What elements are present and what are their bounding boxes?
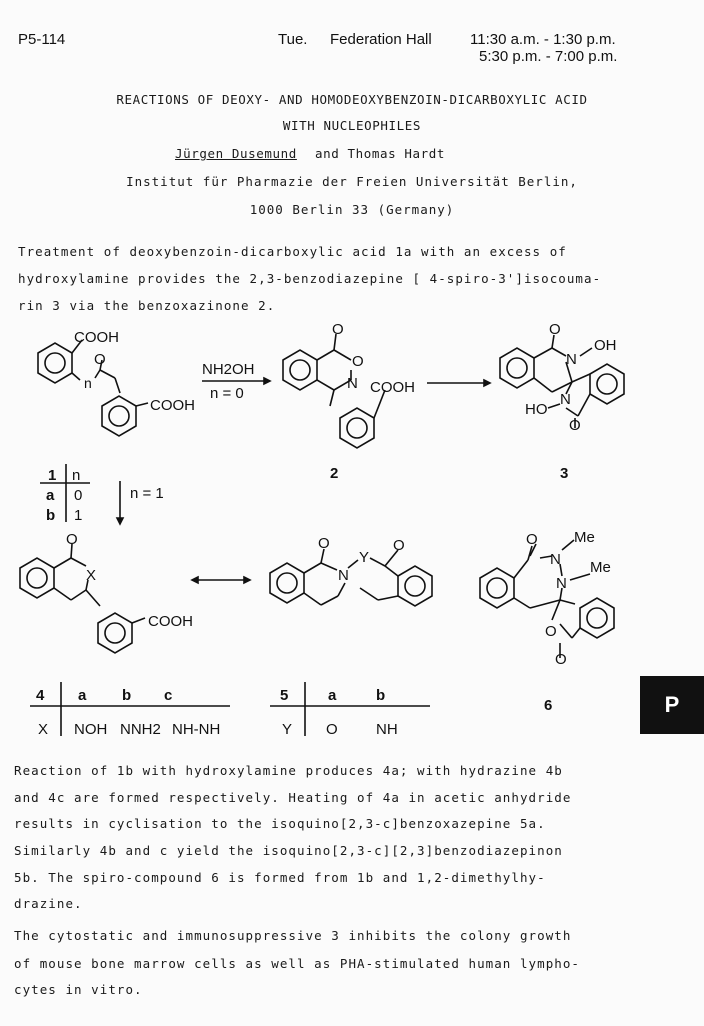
title-line-1: REACTIONS OF DEOXY- AND HOMODEOXYBENZOIN-DICARBOXYLIC ACID xyxy=(116,92,588,107)
body3-line-2: of mouse bone marrow cells as well as PHA-stimulated human lympho- xyxy=(14,956,580,971)
body2-line-4: Similarly 4b and c yield the isoquino[2,3-c][2,3]benzodiazepinon xyxy=(14,843,563,858)
session-day: Tue. xyxy=(278,31,308,48)
intro-line-2: hydroxylamine provides the 2,3-benzodiazepine [ 4-spiro-3']isocouma- xyxy=(18,271,602,286)
structure-1 xyxy=(38,340,148,436)
compound-number-2: 2 xyxy=(330,465,339,482)
body2-line-1: Reaction of 1b with hydroxylamine produces 4a; with hydrazine 4b xyxy=(14,763,563,778)
cooh-label-1b: COOH xyxy=(150,397,195,414)
session-venue: Federation Hall xyxy=(330,31,432,48)
ring-o-label-2: O xyxy=(352,353,364,370)
intro-line-3: rin 3 via the benzoxazinone 2. xyxy=(18,298,276,313)
oxo-label-5b: O xyxy=(393,537,405,554)
oh-label-3: OH xyxy=(594,337,617,354)
table1-header-n: n xyxy=(72,467,81,484)
me-label-6a: Me xyxy=(574,529,595,546)
y-label-5: Y xyxy=(359,549,370,566)
structure-5 xyxy=(270,549,432,606)
body2-line-2: and 4c are formed respectively. Heating of 4a in acetic anhydride xyxy=(14,790,572,805)
n-label-2: N xyxy=(347,375,358,392)
author-1: Jürgen Dusemund xyxy=(175,146,297,161)
section-tab: P xyxy=(640,676,704,734)
author-line xyxy=(175,146,445,161)
oxo-label-4: O xyxy=(66,531,78,548)
session-time-2: 5:30 p.m. - 7:00 p.m. xyxy=(479,48,618,65)
session-time-1: 11:30 a.m. - 1:30 p.m. xyxy=(470,31,616,48)
reagent-label: NH2OH xyxy=(202,361,255,378)
oxo-label-3a: O xyxy=(549,321,561,338)
table1-row-b: b xyxy=(46,507,56,524)
table5-number: 5 xyxy=(280,687,289,704)
cooh-label-4: COOH xyxy=(148,613,193,630)
table4-value-a: NOH xyxy=(74,721,108,738)
table4-col-b: b xyxy=(122,687,132,704)
ring-o-label-6: O xyxy=(545,623,557,640)
table5-col-b: b xyxy=(376,687,386,704)
oxo-label-5a: O xyxy=(318,535,330,552)
affiliation-line-2: 1000 Berlin 33 (Germany) xyxy=(249,202,455,217)
cooh-label-2: COOH xyxy=(370,379,415,396)
table1-row-a: a xyxy=(46,487,55,504)
structure-6 xyxy=(480,540,614,658)
n-label-3b: N xyxy=(560,391,571,408)
compound-number-6: 6 xyxy=(544,697,553,714)
body2-line-5: 5b. The spiro-compound 6 is formed from 1b and 1,2-dimethylhy- xyxy=(14,870,546,885)
table1-row-b-n: 1 xyxy=(74,507,83,524)
table5-row-label: Y xyxy=(282,721,293,738)
table4-col-a: a xyxy=(78,687,87,704)
compound-number-3: 3 xyxy=(560,465,569,482)
table5-col-a: a xyxy=(328,687,337,704)
condition-n0-label: n = 0 xyxy=(210,385,244,402)
oxo-label-2: O xyxy=(332,321,344,338)
table5-value-b: NH xyxy=(376,721,398,738)
author-2: and Thomas Hardt xyxy=(315,146,446,161)
table4-value-c: NH-NH xyxy=(172,721,221,738)
table1-row-a-n: 0 xyxy=(74,487,83,504)
body2-line-3: results in cyclisation to the isoquino[2,3-c]benzoxazepine 5a. xyxy=(14,816,546,831)
table5-value-a: O xyxy=(326,721,338,738)
oxo-label-6a: O xyxy=(526,531,538,548)
oxo-label-1: O xyxy=(94,351,106,368)
body3-line-1: The cytostatic and immunosuppressive 3 inhibits the colony growth xyxy=(14,928,572,943)
condition-n1-label: n = 1 xyxy=(130,485,164,502)
body3-line-3: cytes in vitro. xyxy=(14,982,143,997)
body2-line-6: drazine. xyxy=(14,896,83,911)
intro-line-1: Treatment of deoxybenzoin-dicarboxylic acid 1a with an excess of xyxy=(18,244,567,259)
ho-label-3: HO xyxy=(525,401,548,418)
n-label-6a: N xyxy=(550,551,561,568)
n-label-5: N xyxy=(338,567,349,584)
me-label-6b: Me xyxy=(590,559,611,576)
table4-row-label: X xyxy=(38,721,49,738)
x-label-4: X xyxy=(86,567,97,584)
oxo-label-6b: O xyxy=(555,651,567,668)
reaction-scheme xyxy=(0,318,704,758)
cooh-label-1a: COOH xyxy=(74,329,119,346)
title-line-2: WITH NUCLEOPHILES xyxy=(282,118,422,133)
table1-header-1: 1 xyxy=(48,467,57,484)
table4-value-b: NNH2 xyxy=(120,721,161,738)
structure-4 xyxy=(20,544,145,653)
n-label-3a: N xyxy=(566,351,577,368)
n-subscript-label: n xyxy=(84,375,92,391)
affiliation-line-1: Institut für Pharmazie der Freien Universität Berlin, xyxy=(126,174,578,189)
abstract-code: P5-114 xyxy=(18,31,66,48)
n-label-6b: N xyxy=(556,575,567,592)
oxo-label-3b: O xyxy=(569,417,581,434)
table4-number: 4 xyxy=(36,687,45,704)
table4-col-c: c xyxy=(164,687,173,704)
